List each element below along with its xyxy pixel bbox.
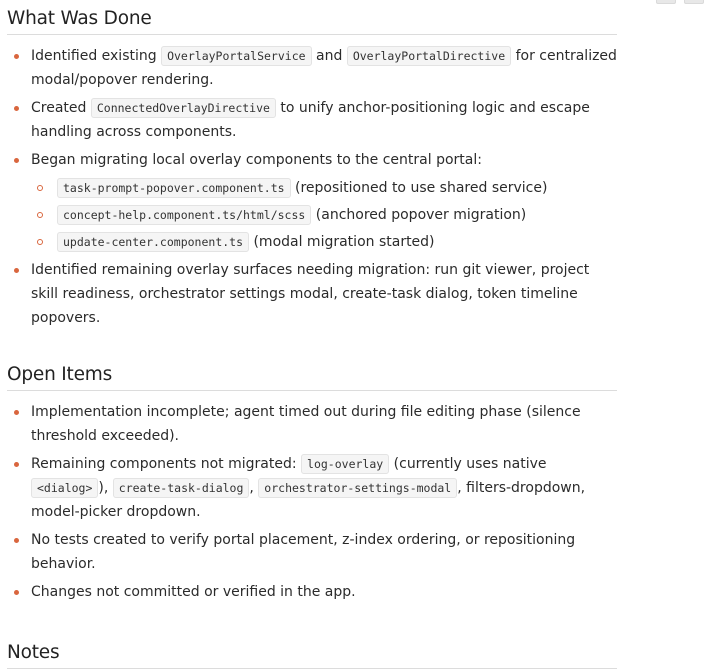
scroll-controls bbox=[656, 0, 704, 4]
section-heading: Open Items bbox=[7, 356, 617, 391]
inline-code: task-prompt-popover.component.ts bbox=[57, 178, 291, 198]
list-item: Implementation incomplete; agent timed out during file editing phase (silence threshold exceeded). bbox=[7, 400, 617, 448]
done-list bbox=[7, 44, 617, 330]
inline-code: orchestrator-settings-modal bbox=[258, 478, 457, 498]
inline-code: create-task-dialog bbox=[113, 478, 250, 498]
section-heading: What Was Done bbox=[7, 0, 617, 35]
sub-list-item: update-center.component.ts (modal migration started) bbox=[31, 230, 617, 254]
sub-list-item: concept-help.component.ts/html/scss (anchored popover migration) bbox=[31, 203, 617, 227]
inline-code: OverlayPortalService bbox=[161, 46, 311, 66]
list-item: Identified existing OverlayPortalService and OverlayPortalDirective for centralized modal/popover rendering. bbox=[7, 44, 617, 92]
list-item: Created ConnectedOverlayDirective to unify anchor-positioning logic and escape handling across components. bbox=[7, 96, 617, 144]
open-items-section bbox=[7, 356, 617, 604]
scroll-right-icon[interactable] bbox=[684, 0, 704, 4]
list-item: Began migrating local overlay components to the central portal: task-prompt-popover.component.ts (repositioned to use shared service) concept-help.component.ts/html/scss (anchored popover migration) update-center.component.ts (modal migration started) bbox=[7, 148, 617, 254]
what-was-done-section bbox=[7, 0, 617, 330]
inline-code: OverlayPortalDirective bbox=[347, 46, 511, 66]
notes-section bbox=[7, 634, 617, 669]
list-item: No tests created to verify portal placement, z-index ordering, or repositioning behavior. bbox=[7, 528, 617, 576]
list-item: Remaining components not migrated: log-overlay (currently uses native <dialog> ), create-task-dialog , orchestrator-settings-modal , filters-dropdown, model-picker dropdown. bbox=[7, 452, 617, 524]
inline-code: update-center.component.ts bbox=[57, 232, 249, 252]
inline-code: log-overlay bbox=[301, 454, 389, 474]
open-items-list bbox=[7, 400, 617, 604]
inline-code: ConnectedOverlayDirective bbox=[91, 98, 276, 118]
scroll-left-icon[interactable] bbox=[656, 0, 676, 4]
list-item: Identified remaining overlay surfaces needing migration: run git viewer, project skill readiness, orchestrator settings modal, create-task dialog, token timeline popovers. bbox=[7, 258, 617, 330]
sub-list bbox=[31, 176, 617, 254]
inline-code: <dialog> bbox=[31, 478, 98, 498]
inline-code: concept-help.component.ts/html/scss bbox=[57, 205, 311, 225]
sub-list-item: task-prompt-popover.component.ts (repositioned to use shared service) bbox=[31, 176, 617, 200]
section-heading: Notes bbox=[7, 634, 617, 669]
summary-document bbox=[7, 0, 617, 669]
list-item: Changes not committed or verified in the app. bbox=[7, 580, 617, 604]
